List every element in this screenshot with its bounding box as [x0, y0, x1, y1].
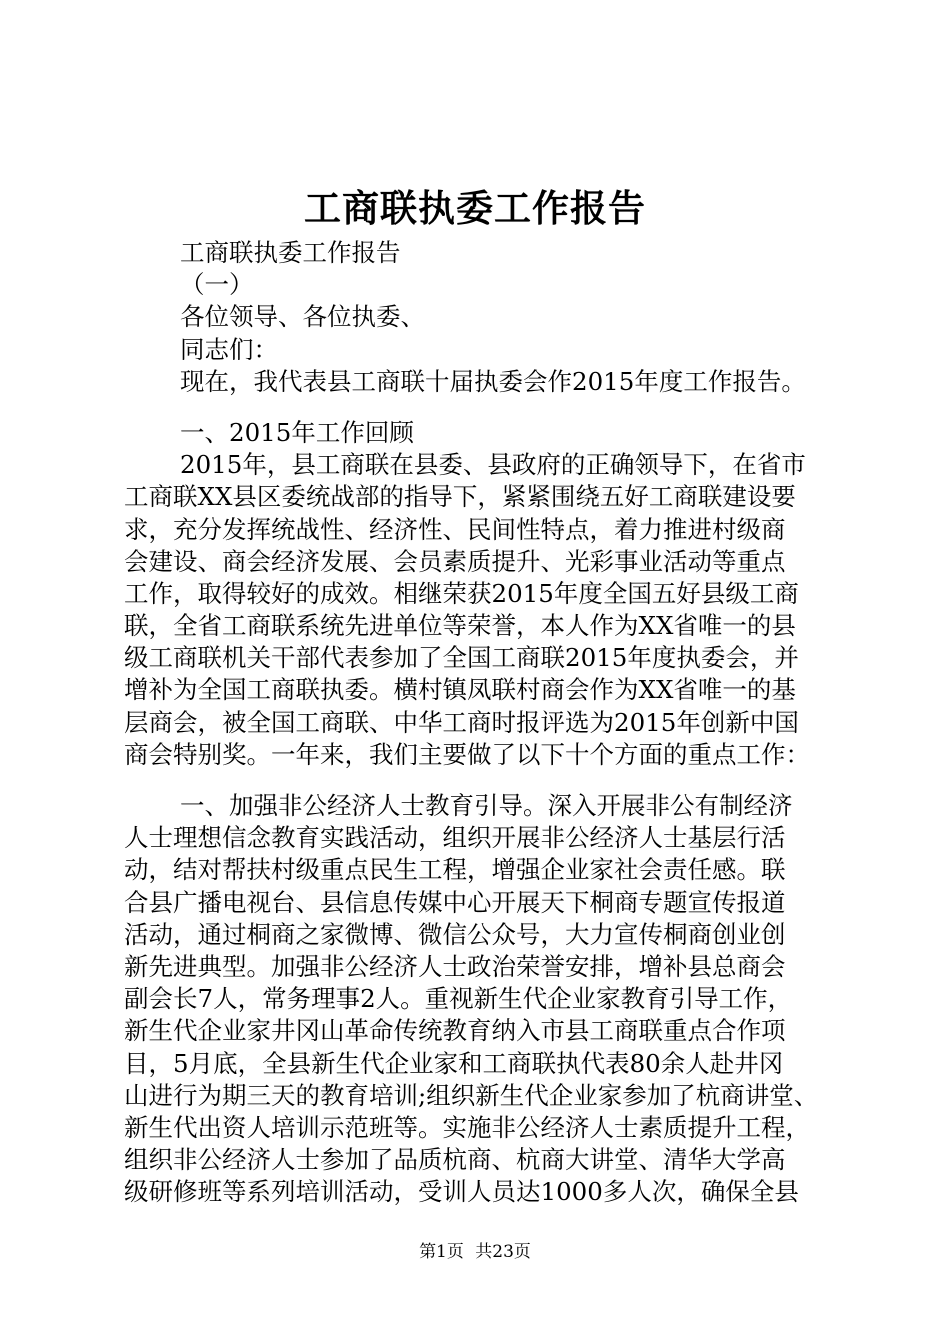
- blank-line: [124, 398, 836, 417]
- paragraph-line: 人士理想信念教育实践活动，组织开展非公经济人士基层行活: [124, 823, 786, 853]
- page-number: 第1页: [419, 1242, 464, 1262]
- paragraph-line: 副会长7人，常务理事2人。重视新生代企业家教育引导工作，: [124, 984, 793, 1014]
- page-total: 共23页: [475, 1242, 531, 1262]
- intro-line: 工商联执委工作报告: [180, 238, 401, 267]
- document-body: [124, 237, 836, 1208]
- paragraph-line: 新生代出资人培训示范班等。实施非公经济人士素质提升工程，: [124, 1112, 810, 1142]
- paragraph-line: 工作，取得较好的成效。相继荣获2015年度全国五好县级工商: [124, 578, 799, 608]
- paragraph-line: 一、加强非公经济人士教育引导。深入开展非公有制经济: [180, 791, 793, 820]
- paragraph-line: 层商会，被全国工商联、中华工商时报评选为2015年创新中国: [124, 707, 799, 737]
- paragraph-line: 2015年，县工商联在县委、县政府的正确领导下，在省市: [180, 450, 806, 480]
- paragraph-line: 会建设、商会经济发展、会员素质提升、光彩事业活动等重点: [124, 546, 786, 576]
- paragraph-line: 新生代企业家井冈山革命传统教育纳入市县工商联重点合作项: [124, 1016, 786, 1046]
- section-heading: 一、2015年工作回顾: [180, 417, 414, 447]
- paragraph-line: 目，5月底，全县新生代企业家和工商联执代表80余人赴井冈: [124, 1048, 784, 1078]
- paragraph-line: 级工商联机关干部代表参加了全国工商联2015年度执委会，并: [124, 643, 799, 673]
- paragraph-line: 求，充分发挥统战性、经济性、民间性特点，着力推进村级商: [124, 514, 786, 544]
- paragraph-line: 新先进典型。加强非公经济人士政治荣誉安排，增补县总商会: [124, 951, 786, 981]
- paragraph-line: 动，结对帮扶村级重点民生工程，增强企业家社会责任感。联: [124, 855, 786, 885]
- document-title: 工商联执委工作报告: [304, 186, 646, 230]
- paragraph-line: 增补为全国工商联执委。横村镇凤联村商会作为XX省唯一的基: [124, 675, 796, 705]
- paragraph-line: 组织非公经济人士参加了品质杭商、杭商大讲堂、清华大学高: [124, 1145, 786, 1175]
- intro-line: 同志们：: [180, 334, 278, 364]
- paragraph-line: 商会特别奖。一年来，我们主要做了以下十个方面的重点工作：: [124, 739, 810, 769]
- paragraph-line: 级研修班等系列培训活动，受训人员达1000多人次，确保全县: [124, 1177, 799, 1207]
- paragraph-line: 山进行为期三天的教育培训;组织新生代企业家参加了杭商讲堂、: [124, 1080, 819, 1110]
- intro-line: 现在，我代表县工商联十届执委会作2015年度工作报告。: [180, 366, 806, 396]
- intro-line: 各位领导、各位执委、: [180, 302, 425, 332]
- blank-line: [124, 771, 836, 790]
- paragraph-line: 活动，通过桐商之家微博、微信公众号，大力宣传桐商创业创: [124, 919, 786, 949]
- intro-line: （一）: [180, 270, 254, 300]
- paragraph-line: 合县广播电视台、县信息传媒中心开展天下桐商专题宣传报道: [124, 887, 786, 917]
- page-footer: [0, 1240, 950, 1264]
- paragraph-line: 工商联XX县区委统战部的指导下，紧紧围绕五好工商联建设要: [124, 482, 796, 512]
- paragraph-line: 联，全省工商联系统先进单位等荣誉，本人作为XX省唯一的县: [124, 611, 796, 641]
